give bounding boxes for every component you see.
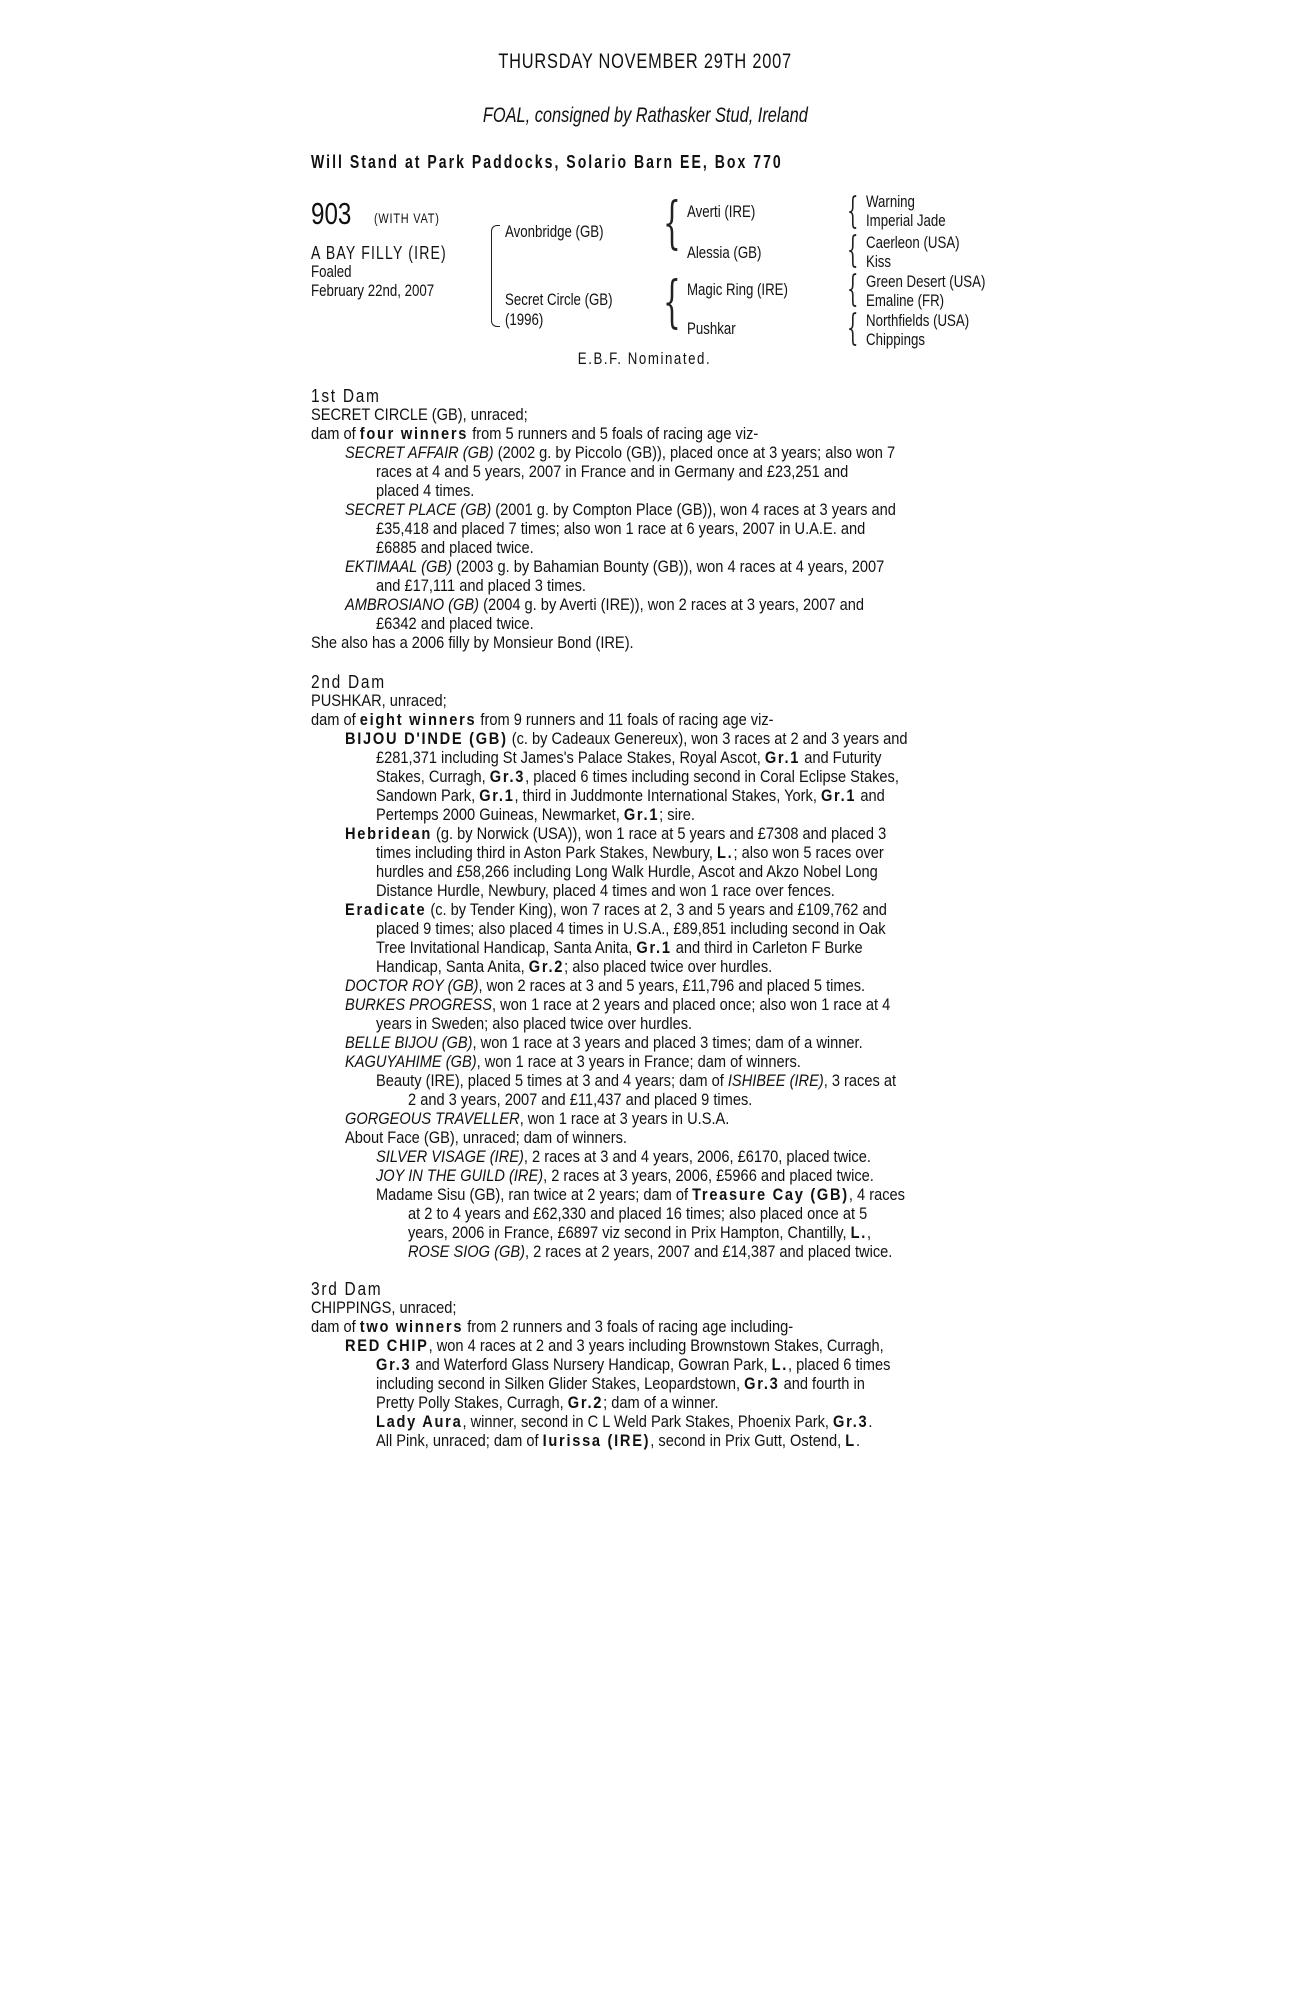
progeny-entry: AMBROSIANO (GB) (2004 g. by Averti (IRE)), won 2 races at 3 years, 2007 and <box>345 595 864 614</box>
pedigree-sire-sire: Averti (IRE) <box>687 202 756 221</box>
progeny-entry-cont: placed 9 times; also placed 4 times in U.S.A., £89,851 including second in Oak <box>376 919 886 938</box>
progeny-entry-cont: Handicap, Santa Anita, Gr.2; also placed twice over hurdles. <box>376 957 773 976</box>
progeny-entry-cont: years, 2006 in France, £6897 viz second in Prix Hampton, Chantilly, L., <box>408 1223 872 1242</box>
curly-brace-6: { <box>847 308 859 349</box>
pedigree-sire: Avonbridge (GB) <box>505 222 604 241</box>
lot-number: 903 <box>311 196 352 231</box>
pedigree-g7: Northfields (USA) <box>866 311 970 330</box>
progeny-entry-cont: Pertemps 2000 Guineas, Newmarket, Gr.1; sire. <box>376 805 695 824</box>
progeny-entry-cont: Pretty Polly Stakes, Curragh, Gr.2; dam of a winner. <box>376 1393 719 1412</box>
pedigree-g3: Caerleon (USA) <box>866 233 960 252</box>
pedigree-dam-year: (1996) <box>505 310 544 329</box>
progeny-entry-cont: times including third in Aston Park Stakes, Newbury, L.; also won 5 races over <box>376 843 884 862</box>
curly-brace-5: { <box>847 269 859 310</box>
curly-brace-4: { <box>847 230 859 271</box>
progeny-entry: Beauty (IRE), placed 5 times at 3 and 4 years; dam of ISHIBEE (IRE), 3 races at <box>376 1071 897 1090</box>
foaled-label: Foaled <box>311 262 352 281</box>
progeny-entry: DOCTOR ROY (GB), won 2 races at 3 and 5 years, £11,796 and placed 5 times. <box>345 976 866 995</box>
progeny-entry: All Pink, unraced; dam of Iurissa (IRE), second in Prix Gutt, Ostend, L. <box>376 1431 861 1450</box>
progeny-entry: EKTIMAAL (GB) (2003 g. by Bahamian Bounty (GB)), won 4 races at 4 years, 2007 <box>345 557 885 576</box>
progeny-entry-cont: years in Sweden; also placed twice over hurdles. <box>376 1014 693 1033</box>
progeny-entry: RED CHIP, won 4 races at 2 and 3 years including Brownstown Stakes, Curragh, <box>345 1336 884 1355</box>
pedigree-dam-dam: Pushkar <box>687 319 736 338</box>
progeny-entry-cont: and £17,111 and placed 3 times. <box>376 576 586 595</box>
sale-date: THURSDAY NOVEMBER 29TH 2007 <box>498 50 792 73</box>
progeny-entry: Hebridean (g. by Norwick (USA)), won 1 race at 5 years and £7308 and placed 3 <box>345 824 887 843</box>
first-dam-also: She also has a 2006 filly by Monsieur Bond (IRE). <box>311 633 634 652</box>
progeny-entry: BIJOU D'INDE (GB) (c. by Cadeaux Genereux), won 3 races at 2 and 3 years and <box>345 729 908 748</box>
pedigree-g4: Kiss <box>866 252 892 271</box>
stand-location: Will Stand at Park Paddocks, Solario Barn EE, Box 770 <box>311 152 783 172</box>
progeny-entry-cont: Tree Invitational Handicap, Santa Anita, Gr.1 and third in Carleton F Burke <box>376 938 863 957</box>
foaled-date: February 22nd, 2007 <box>311 281 435 300</box>
curly-brace-3: { <box>847 191 859 232</box>
pedigree-g1: Warning <box>866 192 915 211</box>
progeny-entry: SECRET PLACE (GB) (2001 g. by Compton Place (GB)), won 4 races at 3 years and <box>345 500 896 519</box>
progeny-entry-cont: ROSE SIOG (GB), 2 races at 2 years, 2007 and £14,387 and placed twice. <box>408 1242 893 1261</box>
progeny-entry-cont: £6342 and placed twice. <box>376 614 534 633</box>
progeny-entry: SECRET AFFAIR (GB) (2002 g. by Piccolo (GB)), placed once at 3 years; also won 7 <box>345 443 896 462</box>
progeny-entry: Lady Aura, winner, second in C L Weld Park Stakes, Phoenix Park, Gr.3. <box>376 1412 873 1431</box>
pedigree-dam-sire: Magic Ring (IRE) <box>687 280 788 299</box>
progeny-entry-cont: £281,371 including St James's Palace Stakes, Royal Ascot, Gr.1 and Futurity <box>376 748 882 767</box>
progeny-entry-cont: Stakes, Curragh, Gr.3, placed 6 times including second in Coral Eclipse Stakes, <box>376 767 899 786</box>
consignor-line: FOAL, consigned by Rathasker Stud, Ireland <box>482 104 808 127</box>
third-dam-heading: 3rd Dam <box>311 1279 383 1299</box>
progeny-entry: BELLE BIJOU (GB), won 1 race at 3 years and placed 3 times; dam of a winner. <box>345 1033 863 1052</box>
pedigree-dam: Secret Circle (GB) <box>505 290 613 309</box>
progeny-entry-cont: placed 4 times. <box>376 481 475 500</box>
progeny-entry: SILVER VISAGE (IRE), 2 races at 3 and 4 years, 2006, £6170, placed twice. <box>376 1147 871 1166</box>
lot-name: A BAY FILLY (IRE) <box>311 243 447 263</box>
second-dam-name: PUSHKAR, unraced; <box>311 691 447 710</box>
progeny-entry-cont: 2 and 3 years, 2007 and £11,437 and placed 9 times. <box>408 1090 753 1109</box>
curly-brace-1: { <box>663 191 681 256</box>
progeny-entry: Madame Sisu (GB), ran twice at 2 years; dam of Treasure Cay (GB), 4 races <box>376 1185 905 1204</box>
first-dam-name: SECRET CIRCLE (GB), unraced; <box>311 405 528 424</box>
lot-vat: (WITH VAT) <box>374 210 440 226</box>
sire-dam-bracket <box>491 225 500 327</box>
progeny-entry: JOY IN THE GUILD (IRE), 2 races at 3 years, 2006, £5966 and placed twice. <box>376 1166 874 1185</box>
second-dam-summary: dam of eight winners from 9 runners and 11 foals of racing age viz- <box>311 710 774 729</box>
first-dam-heading: 1st Dam <box>311 386 381 406</box>
progeny-entry-cont: hurdles and £58,266 including Long Walk Hurdle, Ascot and Akzo Nobel Long <box>376 862 878 881</box>
progeny-entry: GORGEOUS TRAVELLER, won 1 race at 3 years in U.S.A. <box>345 1109 730 1128</box>
curly-brace-2: { <box>663 270 681 335</box>
progeny-entry-cont: Gr.3 and Waterford Glass Nursery Handicap, Gowran Park, L., placed 6 times <box>376 1355 891 1374</box>
progeny-entry-cont: £6885 and placed twice. <box>376 538 534 557</box>
pedigree-g6: Emaline (FR) <box>866 291 945 310</box>
progeny-entry: KAGUYAHIME (GB), won 1 race at 3 years in France; dam of winners. <box>345 1052 801 1071</box>
pedigree-g8: Chippings <box>866 330 925 349</box>
progeny-entry-cont: £35,418 and placed 7 times; also won 1 race at 6 years, 2007 in U.A.E. and <box>376 519 866 538</box>
pedigree-g2: Imperial Jade <box>866 211 946 230</box>
progeny-entry-cont: Sandown Park, Gr.1, third in Juddmonte International Stakes, York, Gr.1 and <box>376 786 885 805</box>
progeny-entry: BURKES PROGRESS, won 1 race at 2 years and placed once; also won 1 race at 4 <box>345 995 891 1014</box>
progeny-entry-cont: including second in Silken Glider Stakes, Leopardstown, Gr.3 and fourth in <box>376 1374 865 1393</box>
progeny-entry-cont: at 2 to 4 years and £62,330 and placed 16 times; also placed once at 5 <box>408 1204 868 1223</box>
ebf-nominated: E.B.F. Nominated. <box>578 349 712 368</box>
third-dam-summary: dam of two winners from 2 runners and 3 foals of racing age including- <box>311 1317 794 1336</box>
progeny-entry: About Face (GB), unraced; dam of winners. <box>345 1128 627 1147</box>
second-dam-heading: 2nd Dam <box>311 672 386 692</box>
pedigree-g5: Green Desert (USA) <box>866 272 986 291</box>
pedigree-sire-dam: Alessia (GB) <box>687 243 762 262</box>
third-dam-name: CHIPPINGS, unraced; <box>311 1298 457 1317</box>
progeny-entry-cont: races at 4 and 5 years, 2007 in France and in Germany and £23,251 and <box>376 462 849 481</box>
progeny-entry-cont: Distance Hurdle, Newbury, placed 4 times and won 1 race over fences. <box>376 881 835 900</box>
progeny-entry: Eradicate (c. by Tender King), won 7 races at 2, 3 and 5 years and £109,762 and <box>345 900 887 919</box>
first-dam-summary: dam of four winners from 5 runners and 5 foals of racing age viz- <box>311 424 759 443</box>
